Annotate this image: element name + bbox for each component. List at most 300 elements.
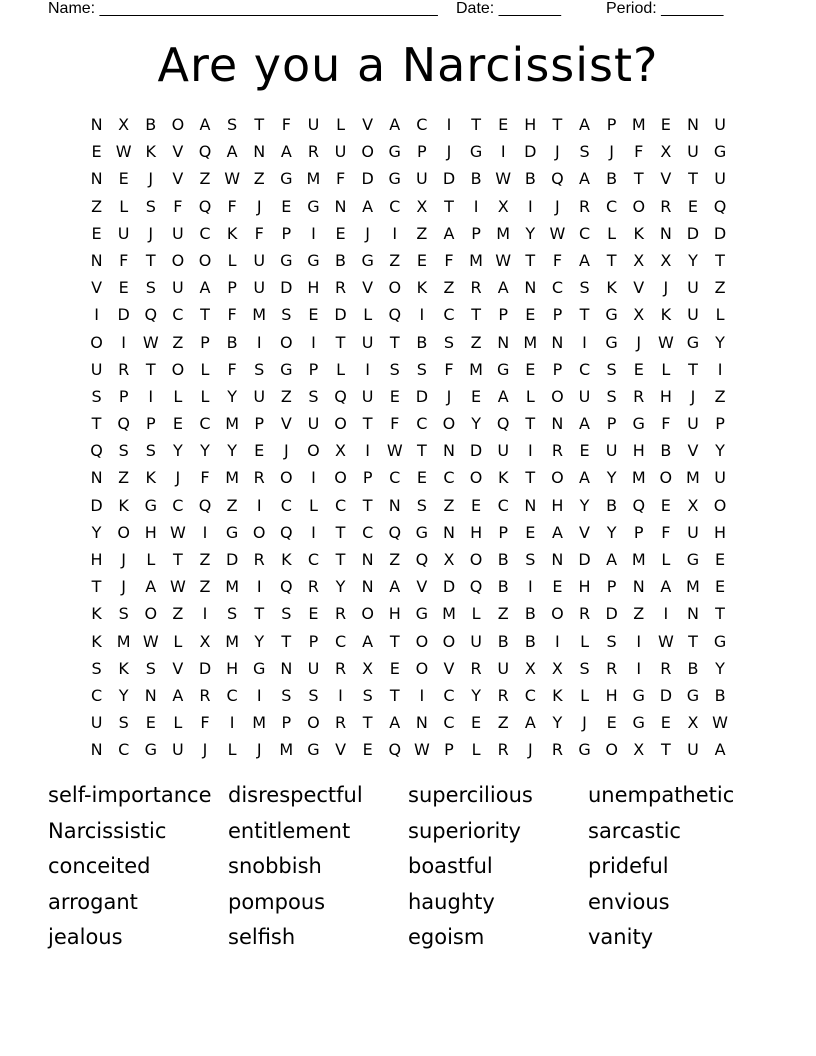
grid-letter: C	[443, 305, 455, 325]
grid-letter: S	[579, 142, 590, 162]
grid-letter: C	[334, 631, 347, 651]
grid-letter: Z	[416, 223, 428, 243]
grid-letter: G	[253, 658, 266, 678]
grid-letter: X	[551, 658, 563, 678]
grid-letter: B	[524, 604, 536, 624]
grid-letter: D	[713, 223, 727, 243]
grid-letter: X	[660, 142, 672, 162]
grid-letter: G	[713, 631, 727, 651]
grid-letter: G	[280, 250, 293, 270]
grid-letter: T	[200, 305, 210, 325]
letter-grid	[83, 111, 734, 764]
grid-letter: X	[335, 441, 347, 461]
grid-letter: I	[94, 305, 99, 325]
grid-letter: Q	[469, 577, 483, 597]
grid-letter: G	[144, 495, 157, 515]
grid-letter: O	[605, 740, 618, 760]
grid-letter: L	[661, 359, 671, 379]
grid-letter: D	[334, 305, 347, 325]
grid-letter: E	[498, 115, 509, 134]
grid-letter: S	[416, 495, 427, 515]
grid-letter: C	[199, 223, 211, 243]
grid-letter: L	[336, 115, 345, 134]
grid-letter: B	[335, 250, 347, 270]
grid-letter: C	[389, 468, 401, 488]
grid-letter: E	[416, 250, 427, 270]
grid-letter: E	[660, 495, 671, 515]
grid-letter: J	[609, 142, 614, 162]
grid-letter: G	[632, 414, 645, 434]
grid-letter: O	[90, 332, 103, 352]
grid-letter: S	[118, 604, 129, 624]
grid-letter: Z	[443, 495, 455, 515]
grid-letter: N	[686, 604, 699, 624]
grid-letter: Y	[552, 713, 563, 733]
grid-letter: M	[252, 305, 267, 325]
grid-letter: T	[389, 631, 400, 651]
grid-letter: T	[362, 414, 373, 434]
grid-letter: A	[714, 740, 726, 760]
grid-letter: B	[416, 332, 428, 352]
grid-letter: A	[524, 713, 536, 733]
grid-letter: G	[225, 522, 239, 542]
grid-letter: J	[256, 196, 262, 216]
grid-letter: I	[555, 631, 560, 651]
grid-letter: I	[717, 359, 723, 379]
grid-letter: Z	[389, 550, 401, 569]
grid-letter: E	[606, 713, 617, 733]
grid-letter: W	[115, 142, 132, 162]
grid-letter: Q	[198, 196, 212, 216]
grid-letter: V	[362, 278, 374, 298]
grid-letter: R	[660, 658, 672, 678]
grid-letter: A	[389, 115, 401, 134]
grid-letter: E	[471, 386, 482, 406]
grid-letter: A	[172, 685, 184, 705]
grid-letter: P	[606, 577, 617, 597]
grid-letter: T	[715, 604, 725, 624]
grid-letter: Q	[415, 550, 429, 569]
grid-letter: O	[252, 522, 266, 542]
grid-letter: E	[525, 359, 536, 379]
grid-letter: U	[470, 631, 482, 651]
grid-letter: U	[307, 658, 320, 678]
grid-letter: P	[444, 740, 454, 760]
grid-letter: U	[687, 522, 699, 542]
grid-letter: P	[552, 305, 563, 325]
grid-letter: D	[686, 223, 700, 243]
grid-letter: B	[524, 169, 536, 189]
grid-letter: R	[551, 441, 563, 461]
grid-letter: T	[715, 250, 725, 270]
grid-letter: V	[172, 169, 184, 189]
grid-letter: G	[578, 740, 591, 760]
grid-letter: A	[551, 522, 563, 542]
grid-letter: P	[633, 522, 644, 542]
grid-letter: K	[91, 604, 102, 624]
grid-letter: Y	[254, 631, 265, 651]
grid-letter: D	[117, 305, 130, 325]
grid-letter: N	[144, 685, 157, 705]
grid-letter: Q	[280, 522, 293, 542]
grid-letter: R	[470, 278, 482, 298]
grid-letter: C	[90, 685, 103, 705]
grid-letter: P	[471, 223, 481, 243]
grid-letter: D	[361, 169, 374, 189]
grid-letter: E	[471, 713, 482, 733]
grid-letter: P	[281, 713, 292, 733]
grid-letter: A	[497, 386, 509, 406]
grid-letter: X	[633, 305, 645, 325]
grid-letter: G	[388, 169, 401, 189]
grid-letter: S	[362, 685, 373, 705]
grid-letter: S	[416, 359, 427, 379]
grid-letter: A	[145, 577, 157, 597]
grid-letter: H	[388, 604, 401, 624]
grid-letter: Z	[714, 386, 726, 406]
grid-letter: A	[579, 468, 590, 488]
grid-letter: O	[632, 196, 646, 216]
grid-letter: B	[524, 631, 536, 651]
grid-letter: O	[198, 250, 212, 270]
grid-letter: R	[578, 604, 591, 624]
grid-letter: O	[334, 414, 347, 434]
grid-letter: Q	[90, 441, 103, 461]
grid-letter: N	[90, 250, 103, 270]
grid-letter: S	[389, 359, 400, 379]
grid-letter: A	[443, 223, 455, 243]
grid-letter: D	[605, 604, 618, 624]
grid-letter: I	[121, 332, 127, 352]
grid-letter: Y	[606, 522, 617, 542]
grid-letter: W	[142, 332, 159, 352]
grid-letter: U	[687, 740, 699, 760]
grid-letter: M	[523, 332, 538, 352]
grid-letter: S	[281, 305, 292, 325]
grid-letter: A	[579, 414, 590, 434]
grid-letter: B	[497, 577, 509, 597]
grid-letter: F	[173, 196, 183, 216]
grid-letter: R	[253, 550, 265, 569]
grid-letter: P	[227, 278, 237, 298]
grid-letter: C	[172, 495, 184, 515]
grid-letter: I	[365, 441, 370, 461]
grid-letter: S	[227, 604, 238, 624]
grid-letter: Y	[606, 468, 617, 488]
grid-letter: I	[256, 577, 262, 597]
grid-letter: J	[527, 740, 533, 760]
grid-letter: G	[632, 685, 645, 705]
grid-letter: N	[90, 468, 103, 488]
grid-letter: Z	[714, 278, 726, 298]
grid-letter: U	[361, 332, 374, 352]
word-list-item: haughty	[408, 889, 495, 914]
grid-letter: G	[496, 359, 510, 379]
grid-letter: E	[118, 278, 129, 298]
grid-letter: O	[659, 468, 673, 488]
grid-letter: O	[713, 495, 727, 515]
grid-letter: O	[307, 441, 320, 461]
grid-letter: W	[657, 332, 674, 352]
grid-letter: G	[605, 305, 618, 325]
grid-letter: R	[334, 604, 347, 624]
word-list-item: conceited	[48, 854, 151, 878]
grid-letter: M	[469, 359, 483, 379]
grid-letter: U	[307, 115, 320, 134]
grid-letter: U	[687, 142, 699, 162]
grid-letter: C	[118, 740, 130, 760]
word-list-item: pompous	[228, 889, 326, 914]
grid-letter: H	[714, 522, 727, 542]
grid-letter: D	[280, 278, 293, 298]
grid-letter: H	[144, 522, 157, 542]
grid-letter: G	[686, 332, 700, 352]
grid-letter: I	[636, 658, 642, 678]
grid-letter: Z	[253, 169, 265, 189]
grid-letter: H	[524, 115, 537, 134]
grid-letter: J	[690, 386, 696, 406]
grid-letter: X	[524, 658, 536, 678]
grid-letter: O	[551, 468, 564, 488]
grid-letter: L	[607, 223, 617, 243]
grid-letter: I	[500, 142, 506, 162]
grid-letter: V	[633, 278, 645, 298]
grid-letter: O	[469, 550, 483, 569]
grid-letter: S	[606, 386, 617, 406]
grid-letter: C	[280, 495, 292, 515]
grid-letter: G	[469, 142, 483, 162]
grid-letter: K	[281, 550, 292, 569]
grid-letter: T	[172, 550, 183, 569]
grid-letter: N	[551, 414, 564, 434]
word-list-item: superiority	[408, 818, 521, 843]
grid-letter: J	[256, 740, 262, 760]
grid-letter: L	[173, 386, 183, 406]
grid-letter: N	[551, 332, 564, 352]
grid-letter: A	[199, 115, 211, 134]
grid-letter: O	[361, 142, 374, 162]
grid-letter: P	[145, 414, 156, 434]
grid-letter: Q	[334, 386, 347, 406]
grid-letter: E	[416, 468, 427, 488]
grid-letter: Z	[497, 713, 509, 733]
grid-letter: U	[117, 223, 130, 243]
grid-letter: N	[442, 441, 455, 461]
grid-letter: F	[281, 115, 291, 134]
grid-letter: T	[362, 495, 373, 515]
grid-letter: Z	[199, 550, 211, 569]
grid-letter: E	[118, 169, 129, 189]
grid-letter: M	[631, 550, 646, 569]
grid-letter: Z	[199, 169, 211, 189]
grid-letter: O	[551, 386, 564, 406]
grid-letter: I	[311, 223, 316, 243]
grid-letter: Q	[496, 414, 510, 434]
grid-letter: S	[281, 604, 292, 624]
grid-letter: S	[145, 196, 156, 216]
grid-letter: I	[148, 386, 154, 406]
grid-letter: J	[121, 577, 127, 597]
grid-letter: Z	[172, 332, 184, 352]
grid-letter: R	[118, 359, 130, 379]
grid-letter: R	[334, 658, 347, 678]
grid-letter: Y	[688, 250, 698, 270]
grid-letter: B	[660, 441, 672, 461]
grid-letter: U	[416, 169, 428, 189]
grid-letter: T	[525, 414, 536, 434]
grid-letter: H	[307, 278, 320, 298]
grid-letter: T	[335, 550, 346, 569]
grid-letter: I	[636, 631, 642, 651]
word-list-item: Narcissistic	[48, 818, 167, 843]
grid-letter: J	[555, 196, 560, 216]
word-list-item: arrogant	[48, 889, 138, 914]
grid-letter: G	[686, 550, 700, 569]
word-list-item: selfish	[228, 925, 296, 949]
grid-letter: T	[281, 631, 292, 651]
grid-letter: E	[633, 359, 644, 379]
grid-letter: K	[552, 685, 563, 705]
grid-letter: L	[200, 386, 210, 406]
grid-letter: R	[660, 196, 672, 216]
word-list-item: snobbish	[228, 854, 322, 878]
grid-letter: T	[606, 250, 617, 270]
grid-letter: Q	[388, 740, 402, 760]
grid-letter: T	[552, 115, 563, 134]
grid-letter: S	[227, 115, 238, 134]
grid-letter: C	[416, 414, 428, 434]
grid-letter: P	[498, 305, 509, 325]
grid-letter: E	[525, 522, 536, 542]
grid-letter: R	[633, 386, 645, 406]
grid-letter: N	[361, 577, 374, 597]
grid-letter: M	[686, 577, 700, 597]
grid-letter: O	[144, 604, 158, 624]
grid-letter: E	[715, 577, 726, 597]
grid-letter: P	[118, 386, 129, 406]
grid-letter: F	[119, 250, 129, 270]
grid-letter: Z	[226, 495, 238, 515]
grid-letter: W	[657, 631, 674, 651]
grid-letter: L	[336, 359, 345, 379]
grid-letter: E	[91, 223, 102, 243]
grid-letter: W	[169, 577, 186, 597]
grid-letter: O	[442, 414, 456, 434]
grid-letter: W	[495, 250, 512, 270]
grid-letter: Y	[525, 223, 536, 243]
grid-letter: L	[173, 713, 183, 733]
grid-letter: Z	[497, 604, 509, 624]
grid-letter: K	[145, 142, 157, 162]
grid-letter: G	[415, 604, 429, 624]
grid-letter: E	[362, 740, 373, 760]
word-list-item: vanity	[588, 925, 654, 949]
grid-letter: T	[660, 740, 671, 760]
grid-letter: S	[118, 441, 129, 461]
grid-letter: K	[118, 495, 129, 515]
grid-letter: Q	[144, 305, 158, 325]
grid-letter: J	[283, 441, 289, 461]
grid-letter: I	[473, 196, 479, 216]
grid-letter: Y	[200, 441, 210, 461]
grid-letter: S	[145, 441, 156, 461]
word-list-item: egoism	[408, 925, 485, 949]
grid-letter: C	[578, 359, 591, 379]
grid-letter: X	[199, 631, 211, 651]
grid-letter: A	[497, 278, 509, 298]
grid-letter: N	[334, 196, 347, 216]
grid-letter: O	[171, 115, 185, 134]
grid-letter: E	[145, 713, 156, 733]
grid-letter: I	[202, 604, 208, 624]
grid-letter: N	[253, 142, 266, 162]
grid-letter: V	[362, 115, 374, 134]
grid-letter: E	[335, 223, 346, 243]
grid-letter: L	[308, 495, 318, 515]
grid-letter: O	[171, 250, 185, 270]
grid-letter: G	[280, 169, 293, 189]
grid-letter: G	[307, 740, 320, 760]
grid-letter: J	[148, 223, 154, 243]
grid-letter: R	[497, 685, 509, 705]
grid-letter: C	[497, 495, 509, 515]
grid-letter: G	[605, 332, 618, 352]
grid-letter: I	[446, 115, 452, 134]
grid-letter: Z	[280, 386, 292, 406]
grid-letter: T	[91, 577, 102, 597]
grid-letter: B	[470, 169, 482, 189]
grid-letter: J	[365, 223, 370, 243]
word-list-item: disrespectful	[228, 783, 363, 807]
grid-letter: P	[281, 223, 292, 243]
grid-letter: G	[144, 740, 157, 760]
grid-letter: V	[687, 441, 699, 461]
grid-letter: F	[444, 359, 454, 379]
grid-letter: M	[116, 631, 131, 651]
grid-letter: S	[281, 685, 292, 705]
grid-letter: A	[579, 115, 590, 134]
grid-letter: P	[308, 359, 319, 379]
grid-letter: F	[227, 305, 237, 325]
grid-letter: O	[280, 468, 293, 488]
grid-letter: M	[225, 468, 239, 488]
grid-letter: I	[527, 577, 533, 597]
grid-letter: I	[311, 332, 316, 352]
grid-letter: I	[202, 522, 208, 542]
grid-letter: F	[390, 414, 400, 434]
grid-letter: C	[551, 278, 563, 298]
grid-letter: L	[227, 250, 237, 270]
grid-letter: S	[606, 359, 617, 379]
grid-letter: O	[117, 522, 130, 542]
grid-letter: F	[200, 713, 210, 733]
grid-letter: U	[578, 386, 591, 406]
grid-letter: A	[660, 577, 672, 597]
grid-letter: G	[713, 142, 727, 162]
grid-letter: P	[254, 414, 265, 434]
grid-letter: J	[663, 278, 669, 298]
grid-letter: T	[362, 713, 373, 733]
grid-letter: X	[687, 495, 699, 515]
grid-letter: T	[145, 250, 156, 270]
grid-letter: M	[225, 631, 239, 651]
grid-letter: K	[226, 223, 238, 243]
grid-letter: U	[714, 468, 726, 488]
grid-letter: I	[311, 468, 316, 488]
grid-letter: U	[687, 278, 699, 298]
grid-letter: R	[606, 658, 618, 678]
grid-letter: U	[90, 713, 103, 733]
